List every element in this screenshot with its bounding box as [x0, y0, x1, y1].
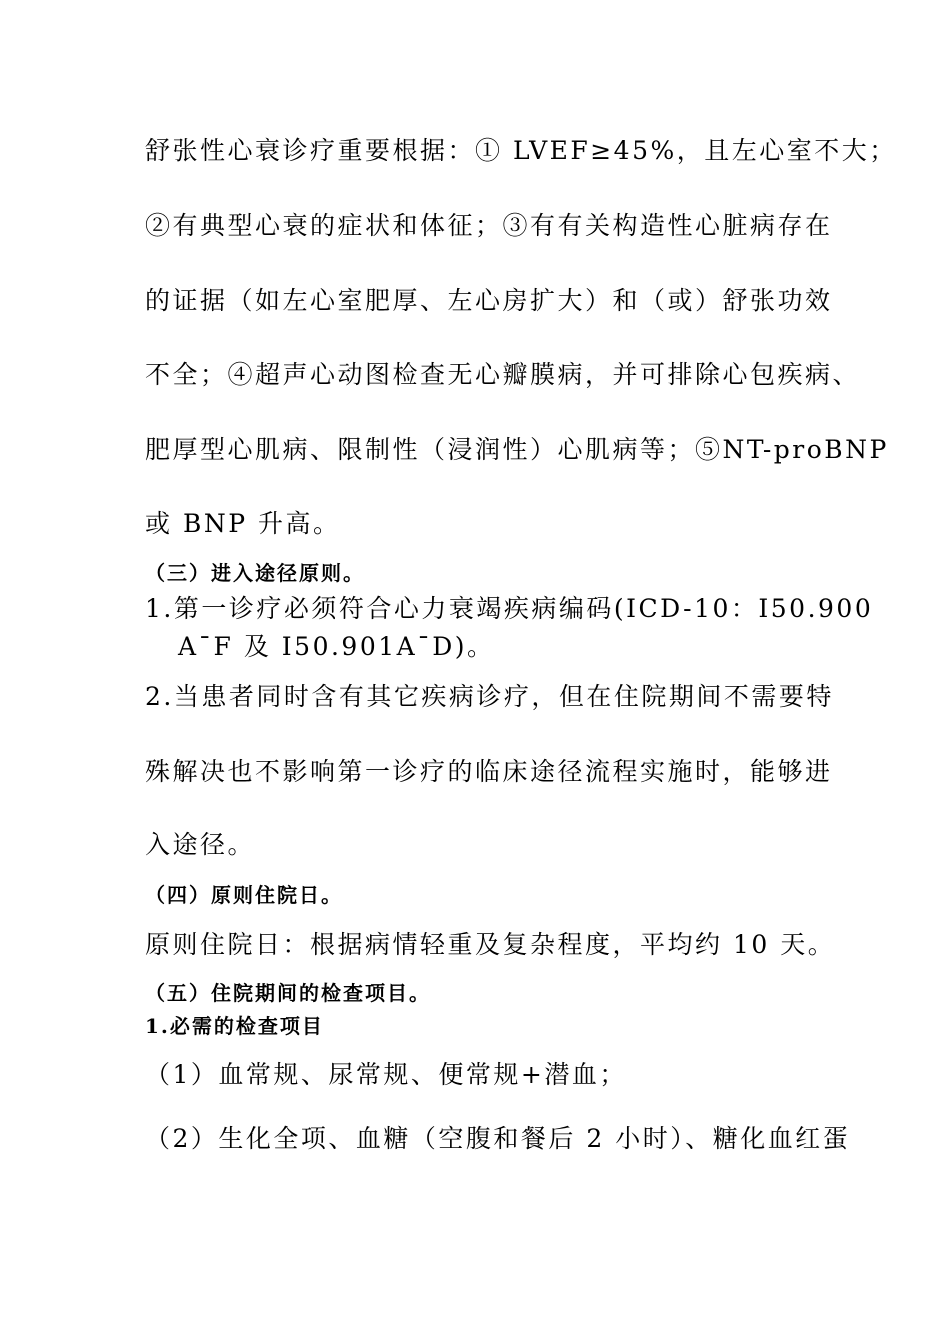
section-heading-4: （四）原则住院日。 [145, 883, 343, 907]
section-heading-3: （三）进入途径原则。 [145, 561, 365, 585]
list-item-line: 2.当患者同时含有其它疾病诊疗，但在住院期间不需要特 [145, 682, 834, 711]
paragraph-line: 原则住院日：根据病情轻重及复杂程度，平均约 10 天。 [145, 930, 836, 959]
paragraph-line: 或 BNP 升高。 [145, 509, 341, 538]
list-item-line: 入途径。 [145, 830, 256, 859]
paragraph-line: ②有典型心衰的症状和体征；③有有关构造性心脏病存在 [145, 211, 833, 240]
subsection-heading: 1.必需的检查项目 [145, 1014, 324, 1038]
list-item-line: 1.第一诊疗必须符合心力衰竭疾病编码(ICD-10：I50.900 [145, 594, 874, 623]
list-item-line: （1）血常规、尿常规、便常规+潜血； [145, 1060, 627, 1089]
list-item-line: 殊解决也不影响第一诊疗的临床途径流程实施时，能够进 [145, 757, 833, 786]
paragraph-line: 肥厚型心肌病、限制性（浸润性）心肌病等；⑤NT-proBNP [145, 435, 889, 464]
list-item-line: A¯F 及 I50.901A¯D)。 [178, 632, 495, 661]
paragraph-line: 不全；④超声心动图检查无心瓣膜病，并可排除心包疾病、 [145, 360, 861, 389]
section-heading-5: （五）住院期间的检查项目。 [145, 981, 431, 1005]
paragraph-line: 的证据（如左心室肥厚、左心房扩大）和（或）舒张功效 [145, 286, 833, 315]
paragraph-line: 舒张性心衰诊疗重要根据：① LVEF≥45%，且左心室不大； [145, 136, 897, 165]
list-item-line: （2）生化全项、血糖（空腹和餐后 2 小时）、糖化血红蛋 [145, 1124, 851, 1153]
